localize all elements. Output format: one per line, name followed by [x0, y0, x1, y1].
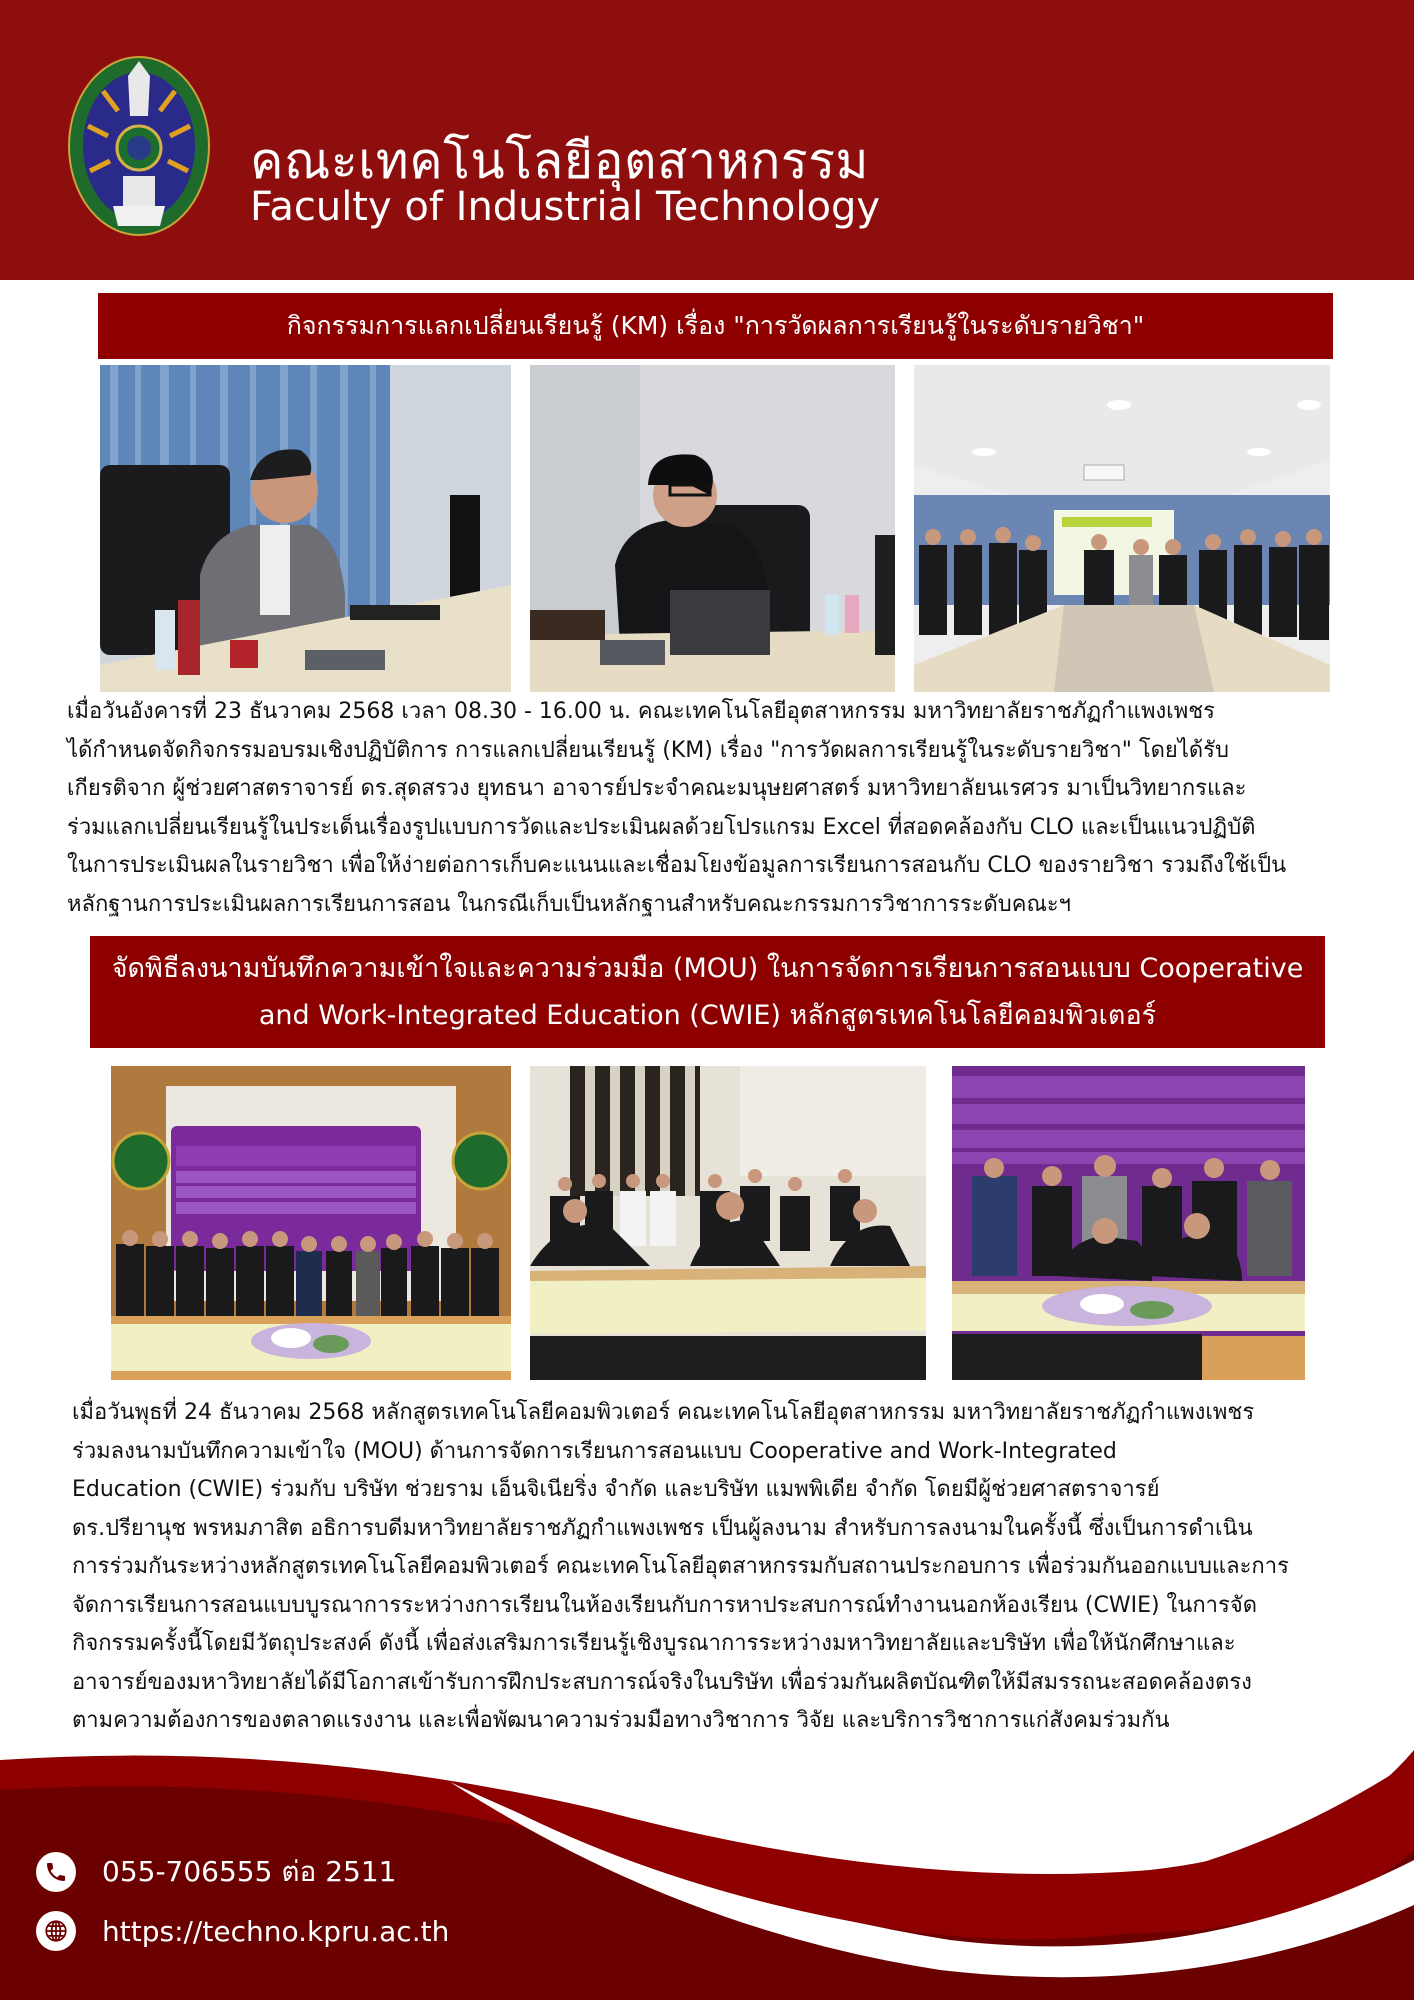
mou-line: กิจกรรมครั้งนี้โดยมีวัตถุประสงค์ ดังนี้ เพื่อส่งเสริมการเรียนรู้เชิงบูรณาการระหว่างมหาวิทยาลัยและบริษัท เพื่อให้นักศึกษาและ	[72, 1631, 1236, 1656]
km-line: ร่วมแลกเปลี่ยนเรียนรู้ในประเด็นเรื่องรูปแบบการวัดและประเมินผลด้วยโปรแกรม Excel ที่สอดคล้องกับ CLO และเป็นแนวปฏิบัติ	[67, 814, 1256, 840]
km-line: เมื่อวันอังคารที่ 23 ธันวาคม 2568 เวลา 08.30 - 16.00 น. คณะเทคโนโลยีอุตสาหกรรม มหาวิทยาลัยราชภัฏกำแพงเพชร	[67, 699, 1215, 724]
km-photo-speaker	[100, 365, 511, 692]
km-activity-description	[67, 693, 1286, 924]
km-activity-banner	[98, 293, 1333, 359]
km-activity-title: กิจกรรมการแลกเปลี่ยนเรียนรู้ (KM) เรื่อง "การวัดผลการเรียนรู้ในระดับรายวิชา"	[286, 311, 1145, 340]
mou-line: ร่วมลงนามบันทึกความเข้าใจ (MOU) ด้านการจัดการเรียนการสอนแบบ Cooperative and Work-Integrated	[72, 1438, 1117, 1464]
footer-website	[36, 1911, 449, 1951]
mou-ceremony-banner	[90, 936, 1325, 1048]
km-line: ได้กำหนดจัดกิจกรรมอบรมเชิงปฏิบัติการ การแลกเปลี่ยนเรียนรู้ (KM) เรื่อง "การวัดผลการเรียนรู้ในระดับรายวิชา" โดยได้รับ	[67, 737, 1229, 763]
mou-line: เมื่อวันพุธที่ 24 ธันวาคม 2568 หลักสูตรเทคโนโลยีคอมพิวเตอร์ คณะเทคโนโลยีอุตสาหกรรม มหาวิทยาลัยราชภัฏกำแพงเพชร	[72, 1400, 1255, 1425]
km-photo-group	[914, 365, 1330, 692]
university-logo-icon	[68, 56, 210, 236]
mou-line: การร่วมกันระหว่างหลักสูตรเทคโนโลยีคอมพิวเตอร์ คณะเทคโนโลยีอุตสาหกรรมกับสถานประกอบการ เพื่อร่วมกันออกแบบและการ	[72, 1554, 1289, 1579]
mou-line: Education (CWIE) ร่วมกับ บริษัท ช่วยราม เอ็นจิเนียริ่ง จำกัด และบริษัท แมพพิเดีย จำกัด โดยมีผู้ช่วยศาสตราจารย์	[72, 1477, 1160, 1502]
mou-photo-seated	[530, 1066, 926, 1380]
phone-icon	[36, 1852, 76, 1892]
faculty-title-thai: คณะเทคโนโลยีอุตสาหกรรม	[250, 132, 870, 190]
mou-photo-group	[111, 1066, 511, 1380]
mou-banner-line1: จัดพิธีลงนามบันทึกความเข้าใจและความร่วมมือ (MOU) ในการจัดการเรียนการสอนแบบ Cooperative	[111, 953, 1304, 984]
km-line: หลักฐานการประเมินผลการเรียนการสอน ในกรณีเก็บเป็นหลักฐานสำหรับคณะกรรมการวิชาการระดับคณะฯ	[67, 891, 1072, 917]
page-header	[0, 0, 1414, 280]
mou-line: ตามความต้องการของตลาดแรงงาน และเพื่อพัฒนาความร่วมมือทางวิชาการ วิจัย และบริการวิชาการแก่สังคมร่วมกัน	[72, 1708, 1170, 1733]
faculty-title-english: Faculty of Industrial Technology	[250, 184, 881, 230]
phone-number[interactable]: 055-706555 ต่อ 2511	[102, 1855, 397, 1888]
mou-ceremony-description	[72, 1394, 1289, 1741]
mou-banner-line2: and Work-Integrated Education (CWIE) หลักสูตรเทคโนโลยีคอมพิวเตอร์	[258, 1000, 1157, 1031]
globe-icon	[36, 1911, 76, 1951]
km-photo-participant	[530, 365, 895, 692]
mou-photo-signing	[952, 1066, 1305, 1380]
mou-line: จัดการเรียนการสอนแบบบูรณาการระหว่างการเรียนในห้องเรียนกับการหาประสบการณ์ทำงานนอกห้องเรียน (CWIE) ในการจัด	[72, 1592, 1258, 1618]
mou-line: ดร.ปรียานุช พรหมภาสิต อธิการบดีมหาวิทยาลัยราชภัฏกำแพงเพชร เป็นผู้ลงนาม สำหรับการลงนามในครั้งนี้ ซึ่งเป็นการดำเนิน	[72, 1515, 1253, 1541]
website-link[interactable]: https://techno.kpru.ac.th	[102, 1914, 450, 1948]
mou-line: อาจารย์ของมหาวิทยาลัยได้มีโอกาสเข้ารับการฝึกประสบการณ์จริงในบริษัท เพื่อร่วมกันผลิตบัณฑิตให้มีสมรรถนะสอดคล้องตรง	[72, 1669, 1252, 1695]
footer-phone	[36, 1850, 397, 1894]
km-line: เกียรติจาก ผู้ช่วยศาสตราจารย์ ดร.สุดสรวง ยุทธนา อาจารย์ประจำคณะมนุษยศาสตร์ มหาวิทยาลัยนเรศวร มาเป็นวิทยากรและ	[67, 776, 1247, 801]
km-line: ในการประเมินผลในรายวิชา เพื่อให้ง่ายต่อการเก็บคะแนนและเชื่อมโยงข้อมูลการเรียนการสอนกับ CLO ของรายวิชา รวมถึงใช้เป็น	[67, 853, 1287, 878]
